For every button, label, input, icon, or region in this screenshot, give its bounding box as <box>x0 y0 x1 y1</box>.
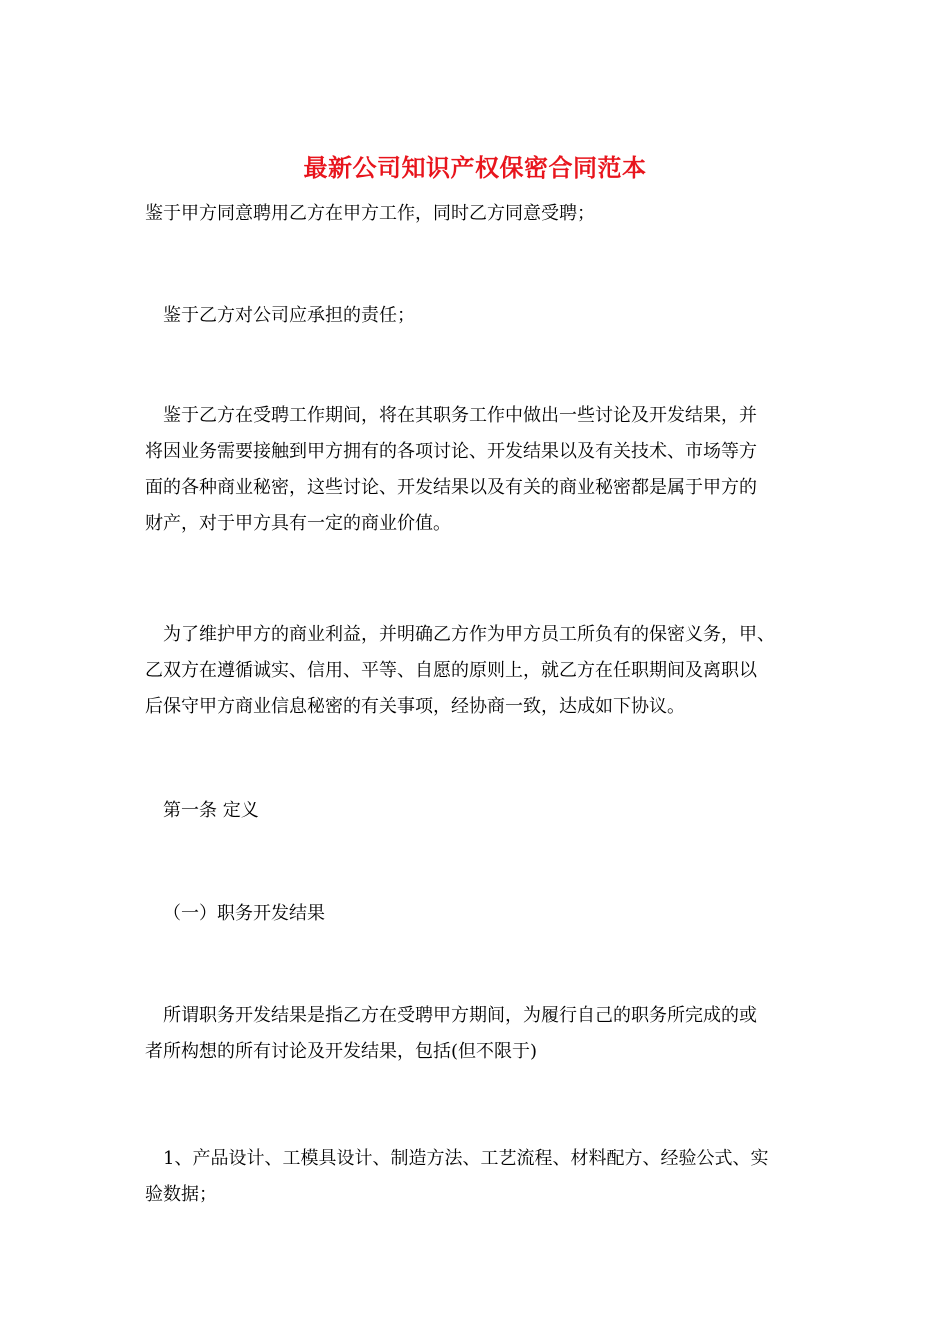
paragraph-line: 乙双方在遵循诚实、信用、平等、自愿的原则上，就乙方在任职期间及离职以 <box>145 660 757 681</box>
document-title: 最新公司知识产权保密合同范本 <box>303 153 647 182</box>
paragraph-line: 者所构想的所有讨论及开发结果，包括(但不限于) <box>145 1041 538 1062</box>
paragraph-line: 验数据； <box>145 1184 217 1205</box>
paragraph-line: 鉴于甲方同意聘用乙方在甲方工作，同时乙方同意受聘； <box>145 203 595 224</box>
paragraph-purpose <box>145 617 805 725</box>
paragraph-line: 面的各种商业秘密，这些讨论、开发结果以及有关的商业秘密都是属于甲方的 <box>145 477 757 498</box>
paragraph-line: 财产，对于甲方具有一定的商业价值。 <box>145 513 451 534</box>
paragraph-line: 鉴于乙方在受聘工作期间，将在其职务工作中做出一些讨论及开发结果，并 <box>163 405 757 426</box>
paragraph-line: 所谓职务开发结果是指乙方在受聘甲方期间，为履行自己的职务所完成的或 <box>163 1005 757 1026</box>
article-one-heading <box>145 793 805 829</box>
paragraph-employment <box>145 196 805 232</box>
paragraph-line: 1、产品设计、工模具设计、制造方法、工艺流程、材料配方、经验公式、实 <box>163 1148 769 1169</box>
paragraph-definition <box>145 998 805 1070</box>
paragraph-responsibility <box>145 298 805 334</box>
paragraph-line: 第一条 定义 <box>163 800 259 821</box>
paragraph-line: 将因业务需要接触到甲方拥有的各项讨论、开发结果以及有关技术、市场等方 <box>145 441 757 462</box>
paragraph-line: 鉴于乙方对公司应承担的责任； <box>163 305 415 326</box>
section-one-heading <box>145 896 805 932</box>
paragraph-trade-secrets <box>145 398 805 542</box>
paragraph-line: （一）职务开发结果 <box>163 903 325 924</box>
paragraph-line: 后保守甲方商业信息秘密的有关事项，经协商一致，达成如下协议。 <box>145 696 685 717</box>
paragraph-line: 为了维护甲方的商业利益，并明确乙方作为甲方员工所负有的保密义务，甲、 <box>163 624 775 645</box>
list-item-one <box>145 1141 805 1213</box>
